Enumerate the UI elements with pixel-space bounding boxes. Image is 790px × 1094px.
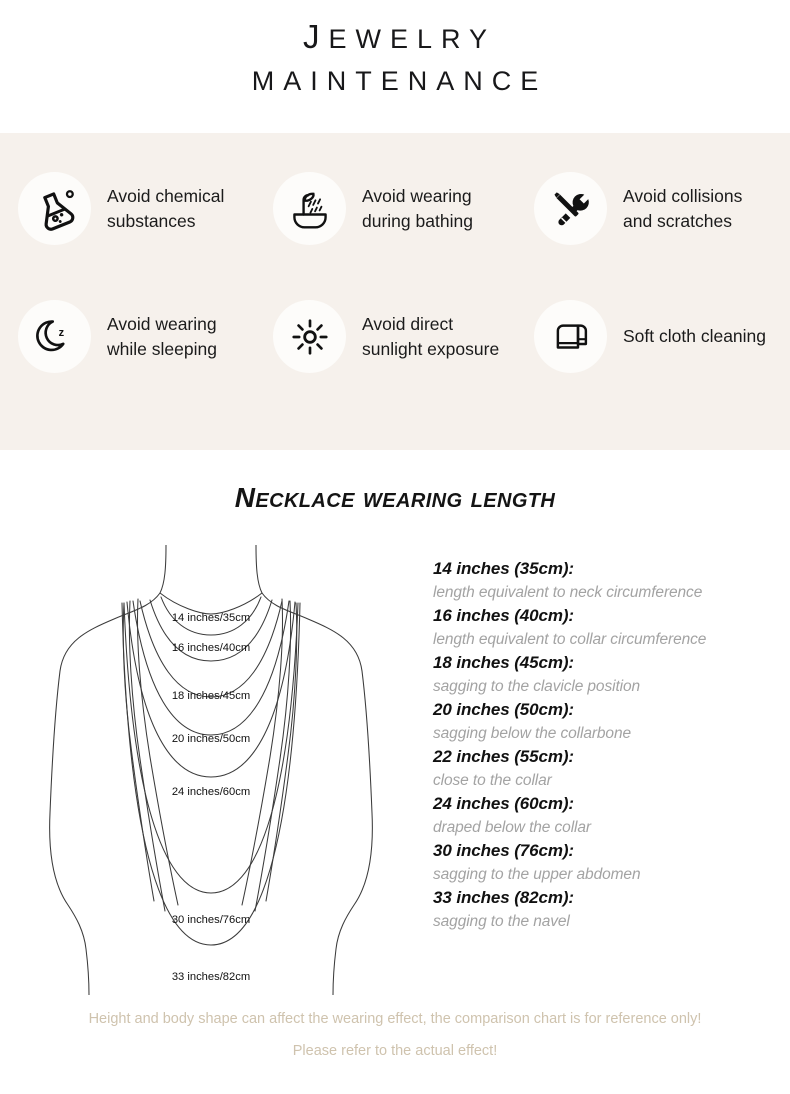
length-entry-title: 18 inches (45cm): xyxy=(433,653,574,672)
care-tip-bathing xyxy=(263,172,526,245)
length-entry-desc: sagging to the navel xyxy=(433,912,570,930)
tools-icon xyxy=(550,188,592,230)
length-entry xyxy=(433,651,763,698)
diagram-label: 24 inches/60cm xyxy=(171,786,251,798)
length-entry-desc: sagging to the upper abdomen xyxy=(433,865,641,883)
care-tips-row-2 xyxy=(0,300,790,373)
length-entry-desc: draped below the collar xyxy=(433,818,591,836)
disclaimer-line-1: Height and body shape can affect the wearing effect, the comparison chart is for reference only! xyxy=(88,1011,702,1027)
length-entry-desc: sagging to the clavicle position xyxy=(433,677,641,695)
care-icon-bubble xyxy=(534,300,607,373)
length-entry-title: 22 inches (55cm): xyxy=(433,747,574,766)
length-entry-desc: close to the collar xyxy=(433,771,552,789)
care-tip-sunlight xyxy=(263,300,526,373)
length-entry xyxy=(433,886,763,933)
care-tip-label: Avoid wearing during bathing xyxy=(362,185,473,231)
diagram-label: 33 inches/82cm xyxy=(171,971,251,983)
page-title-line-1 xyxy=(0,16,790,60)
length-entry xyxy=(433,557,763,604)
length-entry-title: 30 inches (76cm): xyxy=(433,841,574,860)
care-icon-bubble xyxy=(273,172,346,245)
length-entry-desc: length equivalent to neck circumference xyxy=(433,583,703,601)
folded-cloth-icon xyxy=(550,316,592,358)
necklace-length-diagram xyxy=(28,545,428,995)
length-entry-title: 14 inches (35cm): xyxy=(433,559,574,578)
length-entry xyxy=(433,839,763,886)
length-entry-desc: sagging below the collarbone xyxy=(433,724,631,742)
diagram-label: 14 inches/35cm xyxy=(171,612,251,624)
diagram-label: 30 inches/76cm xyxy=(171,914,251,926)
necklace-length-list xyxy=(433,557,763,933)
sun-icon xyxy=(290,317,330,357)
care-tip-chemical-substances xyxy=(0,172,263,245)
page-header xyxy=(0,0,790,102)
length-entry xyxy=(433,604,763,651)
length-entry-title: 20 inches (50cm): xyxy=(433,700,574,719)
diagram-label: 16 inches/40cm xyxy=(171,642,251,654)
necklace-section-title: Necklace wearing length xyxy=(234,482,556,513)
length-entry xyxy=(433,745,763,792)
length-entry-desc: length equivalent to collar circumference xyxy=(433,630,707,648)
care-icon-bubble xyxy=(534,172,607,245)
svg-text:z: z xyxy=(58,326,64,339)
care-tip-label: Avoid collisions and scratches xyxy=(623,185,743,231)
length-entry-title: 16 inches (40cm): xyxy=(433,606,574,625)
length-entry xyxy=(433,698,763,745)
page-title-dropcap: J xyxy=(302,18,329,55)
bathtub-shower-icon xyxy=(288,187,332,231)
care-tip-collisions xyxy=(526,172,789,245)
length-entry-title: 33 inches (82cm): xyxy=(433,888,574,907)
length-entry xyxy=(433,792,763,839)
moon-sleep-icon xyxy=(33,315,77,359)
diagram-label: 18 inches/45cm xyxy=(171,690,251,702)
diagram-label: 20 inches/50cm xyxy=(171,733,251,745)
care-tip-label: Avoid chemical substances xyxy=(107,185,225,231)
care-tip-label: Avoid wearing while sleeping xyxy=(107,313,217,359)
care-tip-label: Soft cloth cleaning xyxy=(623,326,767,346)
care-icon-bubble xyxy=(273,300,346,373)
length-entry-title: 24 inches (60cm): xyxy=(433,794,574,813)
care-tip-soft-cloth xyxy=(526,300,789,373)
flask-icon xyxy=(32,186,78,232)
disclaimer-line-2: Please refer to the actual effect! xyxy=(292,1043,498,1059)
care-icon-bubble xyxy=(18,172,91,245)
disclaimer-footer xyxy=(0,1003,790,1067)
care-icon-bubble xyxy=(18,300,91,373)
page-title-rest: EWELRY xyxy=(328,24,497,54)
care-tips-row-1 xyxy=(0,172,790,245)
page-title-line-2: MAINTENANCE xyxy=(251,66,548,96)
care-tips-band xyxy=(0,133,790,450)
care-tip-sleeping xyxy=(0,300,263,373)
care-tip-label: Avoid direct sunlight exposure xyxy=(362,313,500,359)
